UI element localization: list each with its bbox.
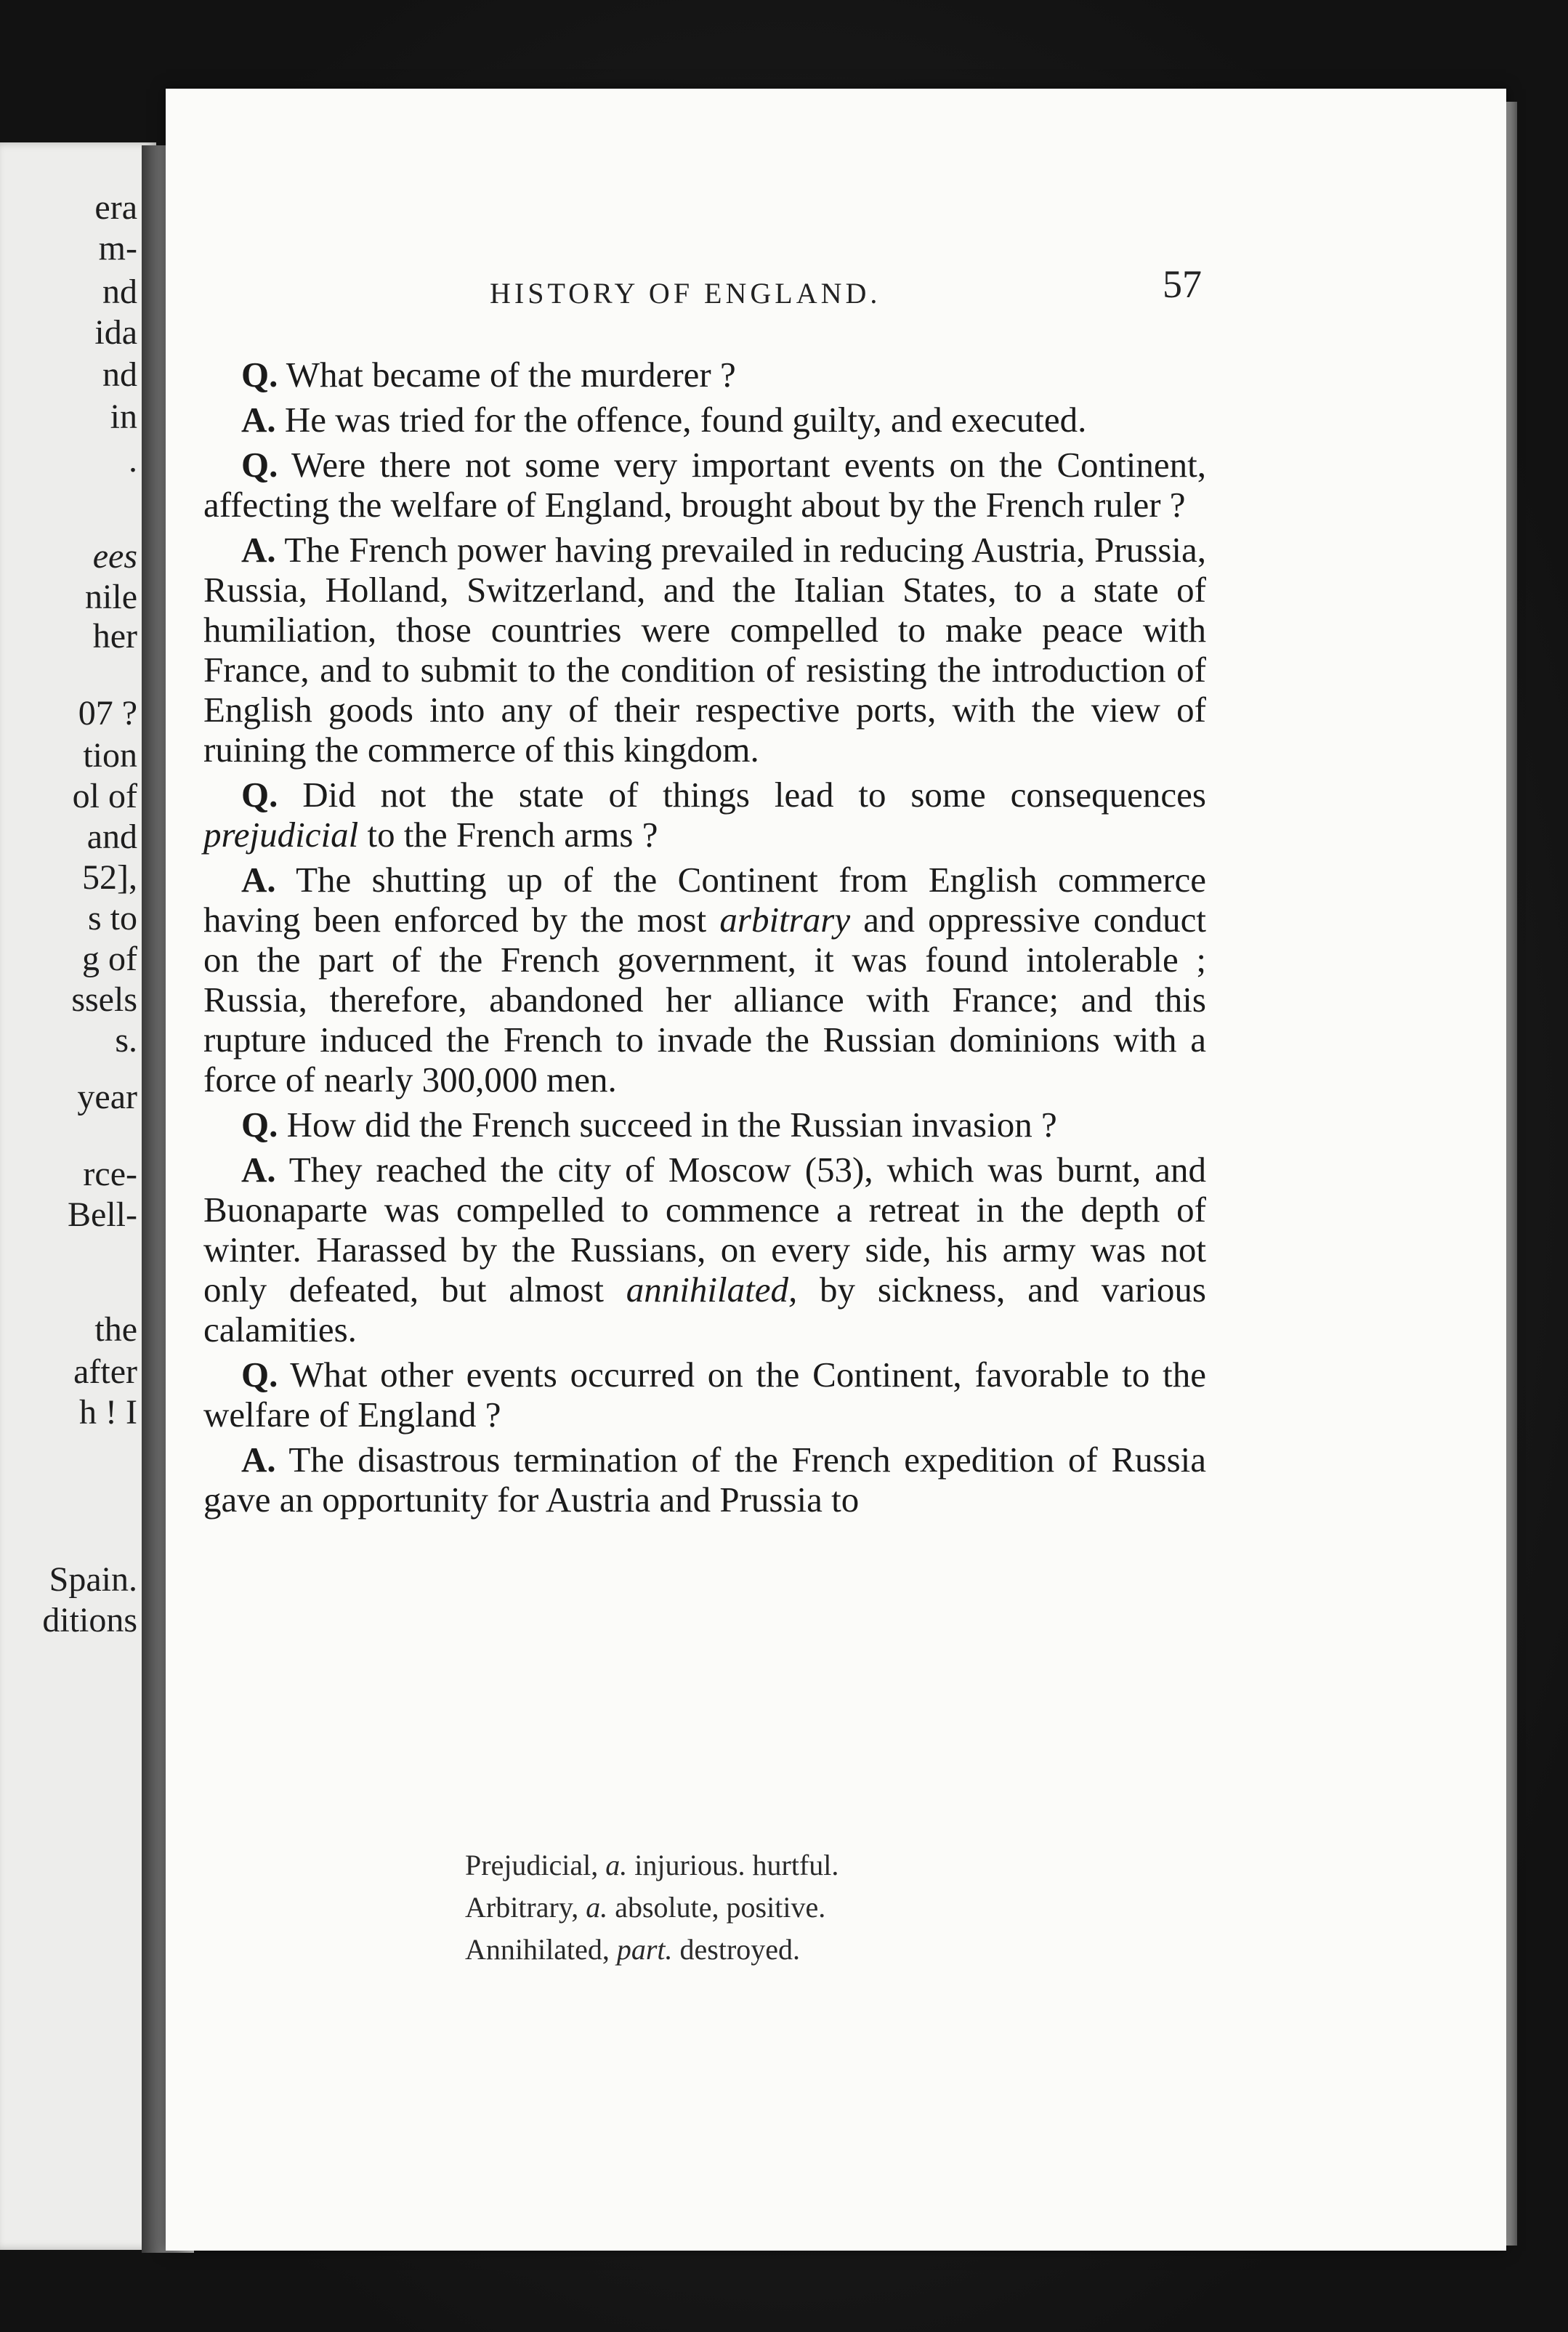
italic-term: prejudicial bbox=[203, 815, 359, 855]
footnote-part-of-speech: a. bbox=[605, 1849, 628, 1881]
left-page-fragment: in bbox=[110, 398, 137, 436]
footnote-term: Prejudicial, bbox=[465, 1849, 599, 1881]
qa-label: A. bbox=[241, 860, 276, 900]
left-page-fragment: ditions bbox=[42, 1601, 137, 1639]
running-head: HISTORY OF ENGLAND. bbox=[490, 277, 881, 310]
footnote-entry bbox=[465, 1844, 838, 1887]
footnote-definition: injurious. hurtful. bbox=[634, 1849, 839, 1881]
footnote-term: Arbitrary, bbox=[465, 1891, 579, 1924]
qa-label: Q. bbox=[241, 1355, 278, 1395]
text-segment: by sickness, and various calamities. bbox=[203, 1270, 1206, 1349]
text-segment: What other events occurred on the Continent, favorable to the welfare of England ? bbox=[203, 1355, 1206, 1435]
left-page-fragment: her bbox=[92, 617, 137, 655]
qa-label: Q. bbox=[241, 355, 278, 395]
question-paragraph bbox=[203, 1105, 1206, 1145]
text-segment: Did not the state of things lead to some consequences bbox=[278, 775, 1206, 815]
text-segment: The shutting up of the Continent from English commerce having been enforced by the most bbox=[203, 860, 1206, 940]
left-page-fragment: Bell- bbox=[68, 1195, 137, 1234]
left-page-fragment: year bbox=[77, 1078, 137, 1116]
left-page-fragment: h ! I bbox=[79, 1393, 137, 1432]
left-page-fragment: s. bbox=[115, 1021, 137, 1060]
text-segment: What became of the murderer ? bbox=[278, 355, 736, 395]
qa-label: A. bbox=[241, 530, 276, 570]
footnote-term: Annihilated, bbox=[465, 1933, 610, 1966]
text-segment: Were there not some very important events on the Continent, affecting the welfare of England, brought about by the French ruler ? bbox=[203, 445, 1206, 525]
italic-term: arbitrary bbox=[719, 900, 851, 940]
question-paragraph bbox=[203, 775, 1206, 855]
left-page-fragment: . bbox=[129, 441, 137, 480]
text-segment: The French power having prevailed in reducing Austria, Prussia, Russia, Holland, Switzerland, and the Italian States, to a state of humiliation, those countries were compelled to make peace with France, and to submit to the condition of resisting the introduction of English goods into any of their respective ports, with the view of ruining the commerce of this kingdom. bbox=[203, 530, 1206, 770]
footnote-entry bbox=[465, 1887, 838, 1929]
footnote-entry bbox=[465, 1929, 838, 1971]
left-page-fragment: the bbox=[94, 1310, 137, 1349]
left-page-fragment: era bbox=[94, 188, 137, 227]
footnote-definition: destroyed. bbox=[679, 1933, 801, 1966]
qa-label: Q. bbox=[241, 445, 278, 485]
footnote-part-of-speech: part. bbox=[616, 1933, 673, 1966]
left-page-fragment: tion bbox=[83, 736, 137, 775]
question-paragraph bbox=[203, 1355, 1206, 1435]
left-page-fragment: ees bbox=[92, 537, 137, 576]
qa-label: A. bbox=[241, 1440, 276, 1480]
left-page-fragment: after bbox=[73, 1352, 137, 1391]
text-segment: How did the French succeed in the Russian invasion ? bbox=[278, 1105, 1057, 1145]
left-page-fragment: ssels bbox=[71, 980, 137, 1019]
left-page-fragment: Spain. bbox=[49, 1560, 137, 1599]
text-segment: to the French arms ? bbox=[358, 815, 658, 855]
left-page-fragment: nile bbox=[85, 578, 137, 616]
left-page-fragment: nd bbox=[102, 273, 137, 311]
left-page-fragment: and bbox=[86, 818, 137, 856]
qa-label: A. bbox=[241, 1150, 276, 1190]
left-page-fragment: s to bbox=[87, 899, 137, 937]
text-segment: He was tried for the offence, found guilty, and executed. bbox=[275, 400, 1087, 440]
answer-paragraph bbox=[203, 860, 1206, 1100]
left-page-fragment: 07 ? bbox=[78, 694, 137, 733]
left-page-fragment: m- bbox=[98, 229, 137, 267]
left-page-fragment: nd bbox=[102, 355, 137, 394]
footnote-definition: absolute, positive. bbox=[615, 1891, 826, 1924]
qa-label: Q. bbox=[241, 775, 278, 815]
left-page-fragment: g of bbox=[82, 940, 137, 978]
qa-label: A. bbox=[241, 400, 276, 440]
text-segment: and oppressive conduct on the part of the French government, it was found intolerable ; Russia, therefore, abandoned her alliance with France; and this rupture induced the French to invade the Russian dominions with a force of nearly 300,000 men. bbox=[203, 900, 1206, 1100]
italic-term: annihilated, bbox=[626, 1270, 798, 1310]
answer-paragraph bbox=[203, 1150, 1206, 1349]
text-segment: The disastrous termination of the French expedition of Russia gave an opportunity for Austria and Prussia to bbox=[203, 1440, 1206, 1520]
answer-paragraph bbox=[203, 400, 1206, 440]
left-page-fragment: rce- bbox=[83, 1155, 137, 1193]
page-number: 57 bbox=[1163, 262, 1202, 306]
question-paragraph bbox=[203, 445, 1206, 525]
body-text bbox=[203, 355, 1206, 1525]
footnote-part-of-speech: a. bbox=[586, 1891, 608, 1924]
qa-label: Q. bbox=[241, 1105, 278, 1145]
answer-paragraph bbox=[203, 1440, 1206, 1520]
text-segment: They reached the city of Moscow (53), which was burnt, and Buonaparte was compelled to commence a retreat in the depth of winter. Harassed by the Russians, on every side, his army was not only defeated, but almost bbox=[203, 1150, 1206, 1310]
glossary-footnotes bbox=[465, 1844, 838, 1971]
left-page-fragment: 52], bbox=[82, 858, 137, 897]
left-page-fragment: ida bbox=[94, 313, 137, 352]
previous-page-edge bbox=[0, 142, 156, 2250]
question-paragraph bbox=[203, 355, 1206, 395]
left-page-fragment: ol of bbox=[72, 777, 137, 815]
answer-paragraph bbox=[203, 530, 1206, 770]
